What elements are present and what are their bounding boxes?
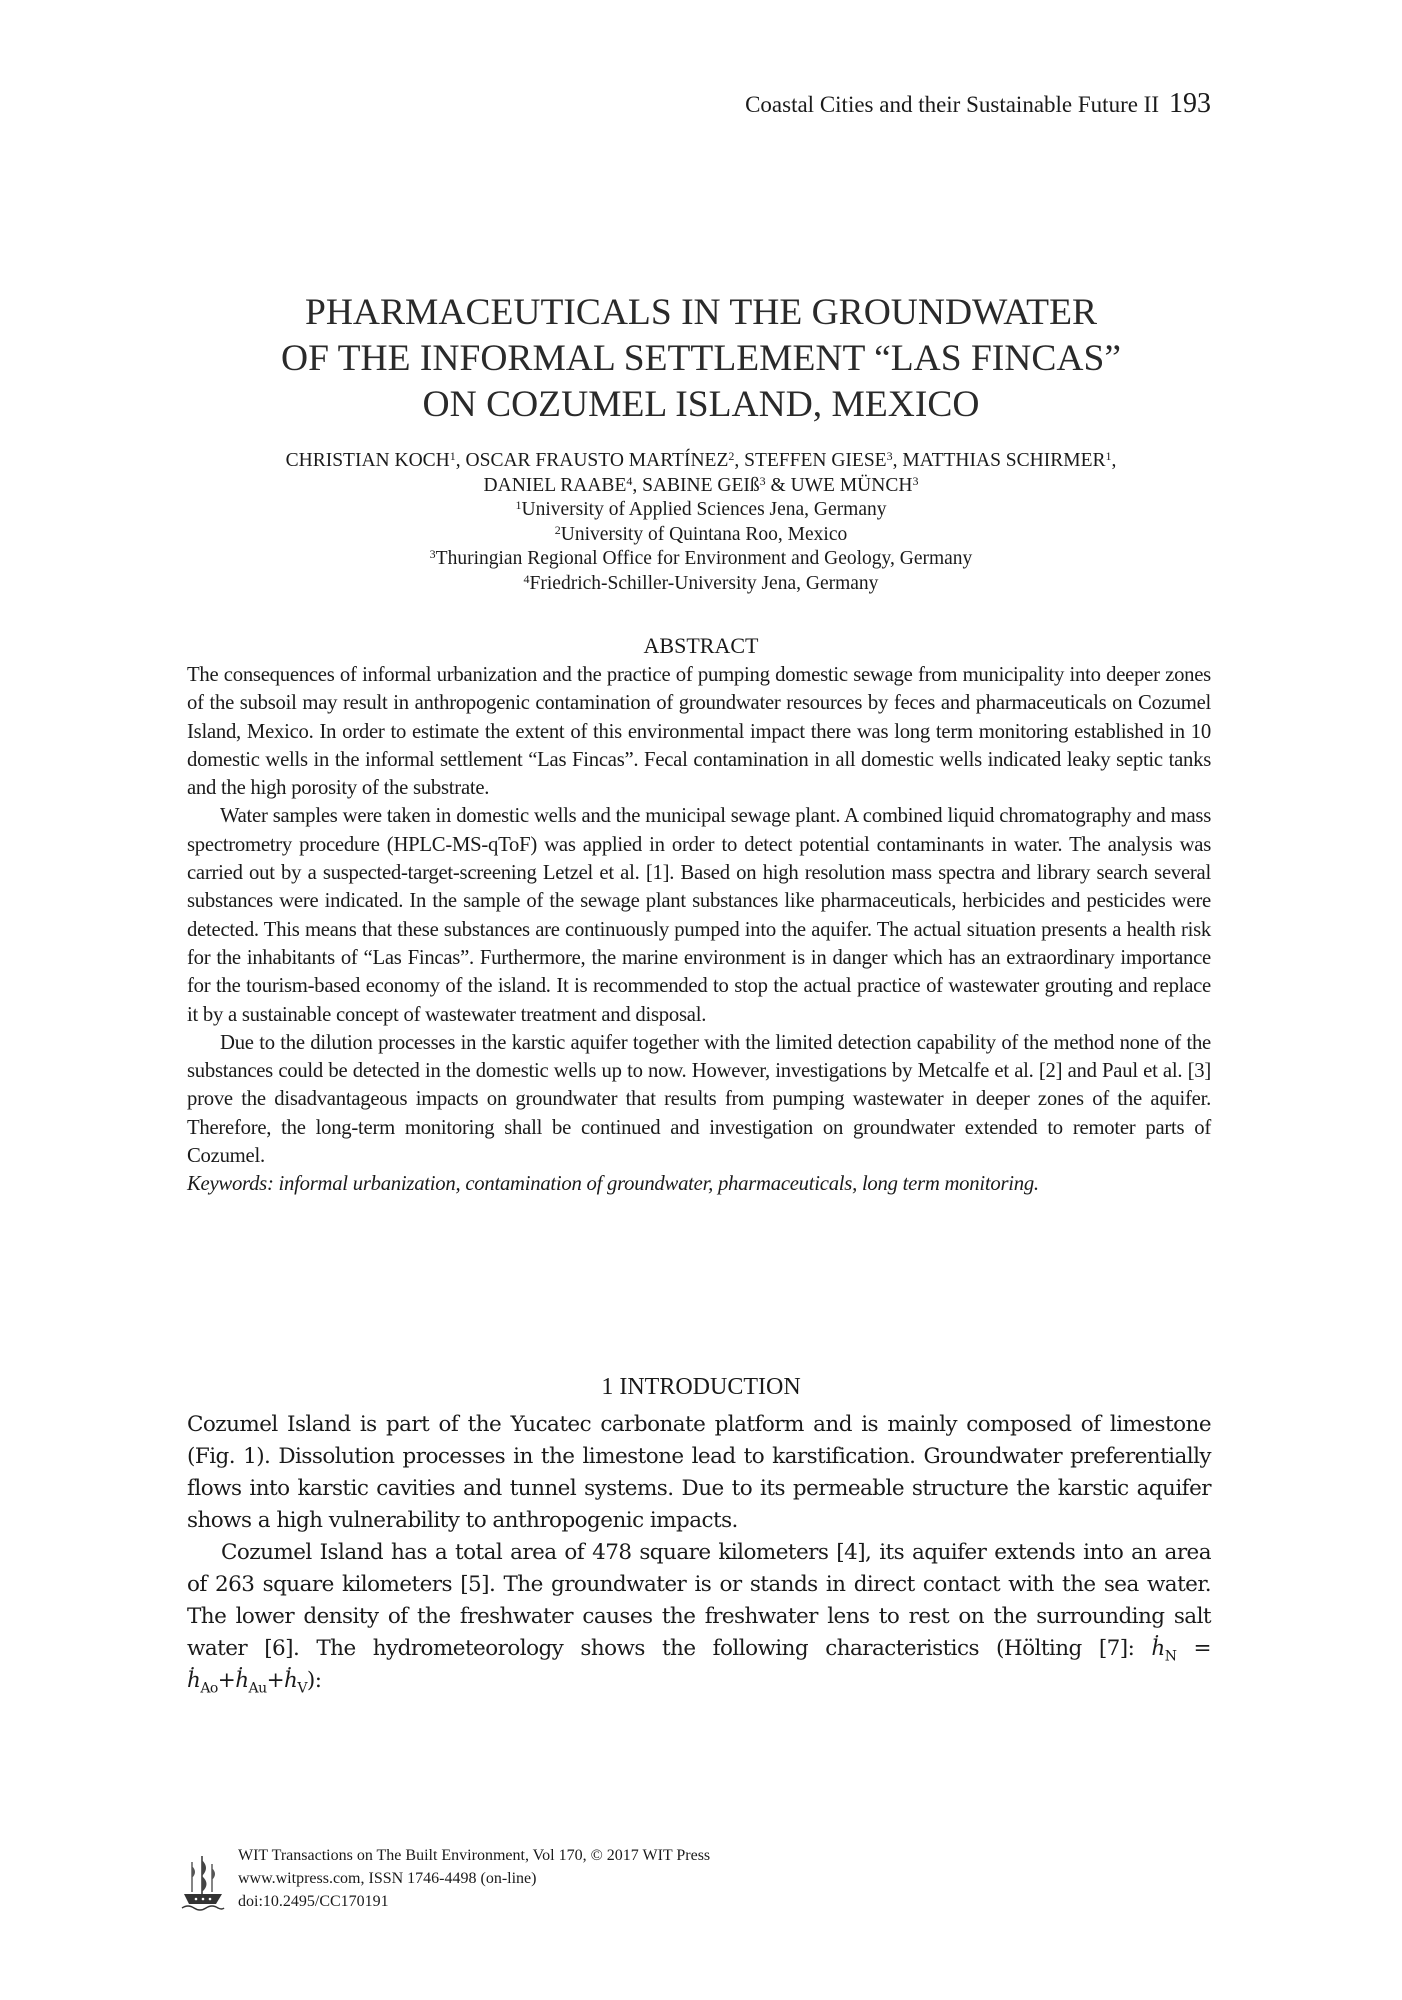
author-name: , OSCAR FRAUSTO MARTÍNEZ — [455, 450, 729, 471]
affiliation-marker: 3 — [759, 473, 766, 488]
equation-h: ḣ — [235, 1668, 249, 1693]
footer-line-2: www.witpress.com, ISSN 1746-4498 (on-line) — [238, 1870, 537, 1887]
equation-h: ḣ — [1151, 1636, 1165, 1661]
footer-line-3: doi:10.2495/CC170191 — [238, 1893, 389, 1910]
equation-operator: + — [266, 1668, 285, 1693]
author-name: , SABINE GEIß — [632, 474, 760, 496]
equation-subscript: Au — [248, 1680, 267, 1697]
equation-operator: = — [1176, 1636, 1211, 1661]
author-separator: , — [1111, 450, 1117, 471]
author-name: & UWE MÜNCH — [765, 474, 913, 496]
title-line-1: PHARMACEUTICALS IN THE GROUNDWATER — [304, 292, 1098, 333]
affiliation-text: University of Quintana Roo, Mexico — [560, 523, 848, 545]
equation-subscript: N — [1164, 1648, 1177, 1665]
affiliation-text: Thuringian Regional Office for Environment and Geology, Germany — [435, 548, 973, 569]
affiliation-marker: 1 — [515, 498, 522, 512]
affiliation-text: University of Applied Sciences Jena, Germany — [521, 499, 887, 520]
author-name: CHRISTIAN KOCH — [285, 450, 450, 471]
author-line-2 — [170, 474, 1232, 499]
footer-text — [238, 1844, 710, 1913]
equation-operator: + — [217, 1668, 236, 1693]
affiliation-2 — [170, 523, 1232, 548]
footer-line-1: WIT Transactions on The Built Environment, Vol 170, © 2017 WIT Press — [238, 1847, 711, 1864]
section-heading-introduction: 1 INTRODUCTION — [601, 1374, 801, 1400]
affiliation-marker: 4 — [626, 473, 633, 488]
title-line-2: OF THE INFORMAL SETTLEMENT “LAS FINCAS” — [281, 338, 1121, 379]
abstract-paragraph-2: Water samples were taken in domestic wells and the municipal sewage plant. A combined liquid chromatography and mass spectrometry procedure (HPLC-MS-qToF) was applied in order to detect potential contaminants in water. The analysis was carried out by a suspected-target-screening Letzel et al. [1]. Based on high resolution mass spectra and library search several substances were indicated. In the sample of the sewage plant substances like pharmaceuticals, herbicides and pesticides were detected. This means that these substances are continuously pumped into the aquifer. The actual situation presents a health risk for the inhabitants of “Las Fincas”. Furthermore, the marine environment is in danger which has an extraordinary importance for the tourism-based economy of the island. It is recommended to stop the actual practice of wastewater grouting and replace it by a sustainable concept of wastewater treatment and disposal. — [187, 805, 1211, 1026]
affiliation-text: Friedrich-Schiller-University Jena, Germany — [529, 572, 879, 594]
affiliation-marker: 1 — [449, 449, 456, 463]
affiliation-marker: 2 — [554, 522, 561, 537]
equation-subscript: V — [297, 1680, 307, 1697]
affiliation-3 — [170, 547, 1232, 572]
abstract-paragraph-3: Due to the dilution processes in the karstic aquifer together with the limited detection capability of the method none of the substances could be detected in the domestic wells up to now. However, investigations by Metcalfe et al. [2] and Paul et al. [3] prove the disadvantageous impacts on groundwater that results from pumping wastewater in deeper zones of the aquifer. Therefore, the long-term monitoring shall be continued and investigation on groundwater extended to remoter parts of Cozumel. — [187, 1031, 1211, 1168]
introduction-paragraph-2 — [187, 1537, 1211, 1697]
abstract-paragraph-1: The consequences of informal urbanization and the practice of pumping domestic sewage from municipality into deeper zones of the subsoil may result in anthropogenic contamination of groundwater resources by feces and pharmaceuticals on Cozumel Island, Mexico. In order to estimate the extent of this environmental impact there was long term monitoring established in 10 domestic wells in the informal settlement “Las Fincas”. Fecal contamination in all domestic wells indicated leaky septic tanks and the high porosity of the substrate. — [187, 664, 1211, 800]
equation-h: ḣ — [284, 1668, 298, 1693]
equation-h: ḣ — [187, 1668, 201, 1693]
author-block — [170, 449, 1232, 596]
keywords: Keywords: informal urbanization, contamination of groundwater, pharmaceuticals, long term monitoring. — [187, 1173, 1039, 1196]
affiliation-1 — [170, 498, 1232, 523]
author-name: , MATTHIAS SCHIRMER — [892, 450, 1106, 471]
affiliation-marker: 3 — [912, 473, 919, 488]
wit-press-ship-logo-icon — [180, 1852, 226, 1914]
equation-subscript: Ao — [200, 1680, 218, 1697]
affiliation-marker: 1 — [1105, 449, 1112, 463]
title-line-3: ON COZUMEL ISLAND, MEXICO — [422, 384, 980, 425]
equation-end: ): — [306, 1668, 322, 1693]
affiliation-4 — [170, 572, 1232, 597]
author-line-1 — [170, 449, 1232, 474]
running-title: Coastal Cities and their Sustainable Future II — [745, 92, 1159, 117]
page-number: 193 — [1169, 88, 1211, 119]
abstract-body — [187, 661, 1211, 1199]
introduction-body — [187, 1409, 1211, 1697]
introduction-paragraph-2-text: Cozumel Island has a total area of 478 square kilometers [4], its aquifer extends into an area of 263 square kilometers [5]. The groundwater is or stands in direct contact with the sea water. The lower density of the freshwater causes the freshwater lens to rest on the surrounding salt water [6]. The hydrometeorology shows the following characteristics (Hölting [7]: — [187, 1540, 1211, 1661]
abstract-heading: ABSTRACT — [643, 633, 759, 658]
affiliation-marker: 2 — [728, 449, 735, 463]
paper-title — [170, 290, 1232, 428]
affiliation-marker: 3 — [886, 449, 893, 463]
author-name: , STEFFEN GIESE — [734, 450, 887, 471]
author-name: DANIEL RAABE — [483, 474, 627, 496]
introduction-paragraph-1: Cozumel Island is part of the Yucatec carbonate platform and is mainly composed of limestone (Fig. 1). Dissolution processes in the limestone lead to karstification. Groundwater preferentially flows into karstic cavities and tunnel systems. Due to its permeable structure the karstic aquifer shows a high vulnerability to anthropogenic impacts. — [187, 1412, 1211, 1533]
affiliation-marker: 4 — [523, 571, 530, 586]
running-header — [745, 88, 1211, 120]
affiliation-marker: 3 — [429, 547, 436, 561]
